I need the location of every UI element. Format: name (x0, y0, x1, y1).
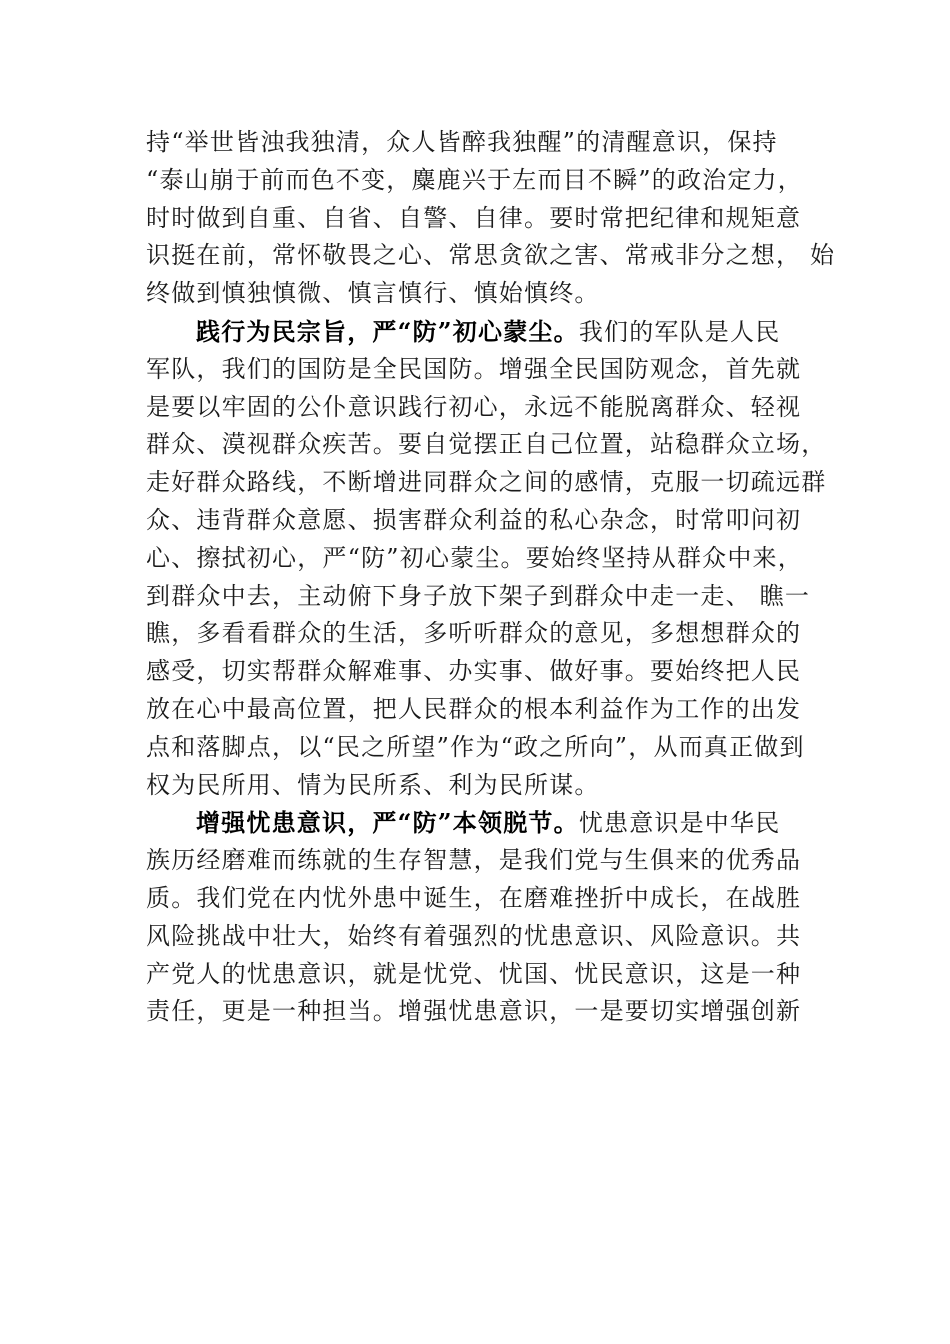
paragraph-first-line (146, 313, 826, 351)
text-line: 风险挑战中壮大，始终有着强烈的忧患意识、风险意识。共 (146, 921, 802, 950)
body-text (146, 124, 836, 1031)
text-line: 瞧，多看看群众的生活，多听听群众的意见，多想想群众的 (146, 619, 802, 648)
text-line: 心、擦拭初心，严“防”初心蒙尘。要始终坚持从群众中来， (146, 543, 803, 572)
paragraph-3 (146, 804, 826, 1031)
text-line: 族历经磨难而练就的生存智慧，是我们党与生俱来的优秀品 (146, 846, 802, 875)
text-line: 时时做到自重、自省、自警、自律。要时常把纪律和规矩意 (146, 203, 802, 232)
text-fragment: 忧患意识是中华民 (578, 809, 781, 838)
text-line: 走好群众路线，不断增进同群众之间的感情，克服一切疏远群 (146, 468, 827, 497)
paragraph-first-line (146, 804, 826, 842)
text-fragment: 我们的军队是人民 (578, 317, 781, 346)
text-line: 点和落脚点，以“民之所望”作为“政之所向”，从而真正做到 (146, 732, 805, 761)
text-line: “泰山崩于前而色不变，麋鹿兴于左而目不瞬”的政治定力， (146, 165, 803, 194)
text-line: 群众、漠视群众疾苦。要自觉摆正自己位置，站稳群众立场， (146, 430, 827, 459)
text-line: 到群众中去，主动俯下身子放下架子到群众中走一走、 瞧一 (146, 581, 811, 610)
text-line: 权为民所用、情为民所系、利为民所谋。 (146, 770, 600, 799)
text-line: 终做到慎独慎微、慎言慎行、慎始慎终。 (146, 279, 600, 308)
paragraph-heading: 增强忧患意识，严“防”本领脱节。 (196, 808, 579, 838)
text-line: 责任，更是一种担当。增强忧患意识，一是要切实增强创新 (146, 997, 802, 1026)
paragraph-2 (146, 313, 826, 804)
text-line: 军队，我们的国防是全民国防。增强全民国防观念，首先就 (146, 354, 802, 383)
text-line: 质。我们党在内忧外患中诞生，在磨难挫折中成长，在战胜 (146, 883, 802, 912)
text-line: 识挺在前，常怀敬畏之心、常思贪欲之害、常戒非分之想， 始 (146, 241, 836, 270)
paragraph-1 (146, 124, 836, 313)
text-line: 产党人的忧患意识，就是忧党、忧国、忧民意识，这是一种 (146, 959, 802, 988)
text-line: 感受，切实帮群众解难事、办实事、做好事。要始终把人民 (146, 657, 802, 686)
text-line: 是要以牢固的公仆意识践行初心，永远不能脱离群众、轻视 (146, 392, 802, 421)
text-line: 持“举世皆浊我独清，众人皆醉我独醒”的清醒意识，保持 (146, 128, 778, 156)
paragraph-heading: 践行为民宗旨，严“防”初心蒙尘。 (196, 316, 579, 346)
text-line: 众、违背群众意愿、损害群众利益的私心杂念，时常叩问初 (146, 505, 802, 534)
text-line: 放在心中最高位置，把人民群众的根本利益作为工作的出发 (146, 694, 802, 723)
